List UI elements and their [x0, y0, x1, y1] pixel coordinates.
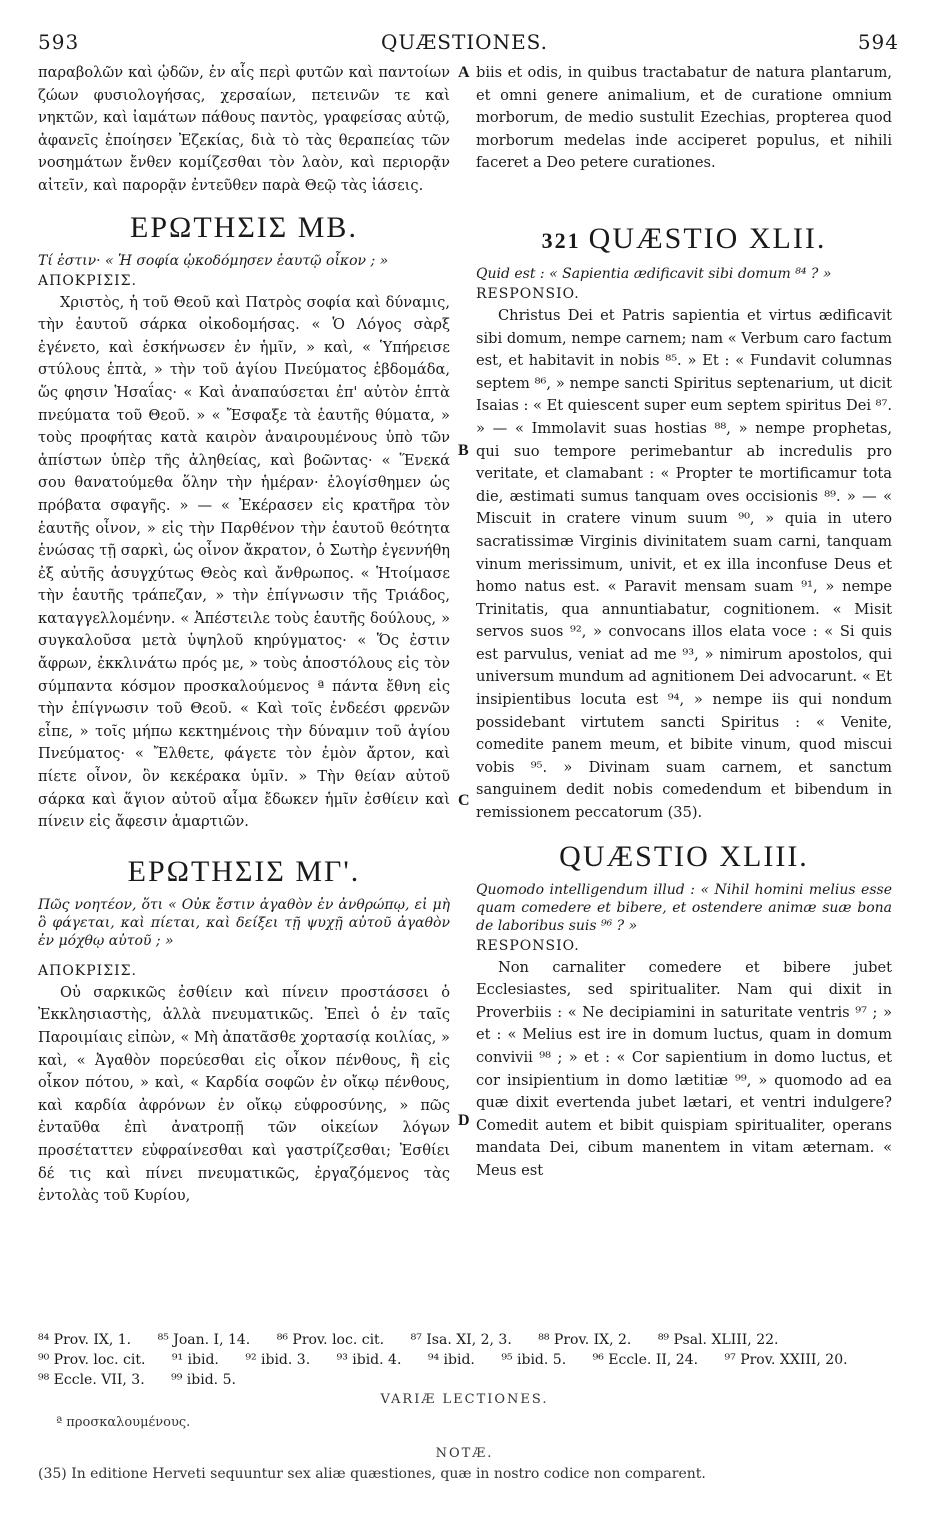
- reference: ⁸⁶ Prov. loc. cit.: [276, 1332, 385, 1348]
- latin-question-43-response-label: RESPONSIO.: [476, 937, 580, 954]
- reference: ⁸⁷ Isa. XI, 2, 3.: [410, 1332, 512, 1348]
- margin-mark-b: B: [458, 442, 469, 459]
- reference: ⁹⁵ ibid. 5.: [501, 1352, 567, 1368]
- margin-mark-d: D: [458, 1112, 470, 1129]
- page-number-right: 594: [857, 30, 899, 54]
- column-number: 321: [541, 227, 581, 253]
- latin-intro-paragraph: biis et odis, in quibus tractabatur de natura plantarum, et omni genere animalium, et de curatione omnium morborum, de medio sustulit Ezechias, propterea quod morborum medelas inde acciperet populus, et nihili faceret a Deo petere curationes.: [476, 64, 892, 172]
- greek-intro-paragraph: παραβολῶν καὶ ᾠδῶν, ἐν αἷς περὶ φυτῶν καὶ παντοίων ζώων φυσιολογήσας, χερσαίων, πετεινῶν τε καὶ νηκτῶν, καὶ ἰαμάτων πάθους παντὸς, γραφείσας αὐτῷ, ἀφανεῖς ἐποίησεν Ἐζεκίας, διὰ τὸ τὰς θεραπείας τῶν νοσημάτων ἔνθεν κομίζεσθαι τὸν λαὸν, καὶ περιορᾷν αἰτεῖν, καὶ παρορᾷν ἐντεῦθεν παρὰ Θεῷ τὰς ἰάσεις.: [38, 64, 450, 194]
- reference: ⁹³ ibid. 4.: [336, 1352, 402, 1368]
- reference: ⁹⁴ ibid.: [427, 1352, 475, 1368]
- greek-question-42-text: Τί ἐστιν· « Ἡ σοφία ᾠκοδόμησεν ἑαυτῷ οἶκον ; »: [38, 252, 389, 269]
- latin-question-42-text: Quid est : « Sapientia ædificavit sibi domum ⁸⁴ ? »: [476, 265, 832, 282]
- notae-text: (35) In editione Herveti sequuntur sex aliæ quæstiones, quæ in nostro codice non comparent.: [38, 1466, 706, 1482]
- greek-question-43-answer: Οὐ σαρκικῶς ἐσθίειν καὶ πίνειν προστάσσει ὁ Ἐκκλησιαστὴς, ἀλλὰ πνευματικῶς. Ἐπεὶ ὁ ἐν ταῖς Παροιμίαις εἰπὼν, « Μὴ ἀπατᾶσθε χορτασίᾳ κοιλίας, » καὶ, « Ἀγαθὸν πορεύεσθαι εἰς οἶκον πένθους, ἢ εἰς οἶκον πότου, » καὶ, « Καρδία σοφῶν ἐν οἴκῳ πένθους, καὶ καρδία ἀφρόνων ἐν οἴκῳ εὐφροσύνης, » πῶς ἐνταῦθα ἐπὶ ἀνατροπῇ τῶν οἰκείων λόγων προσέταττεν εὐφραίνεσθαι καὶ γαστρίζεσθαι; Ἐσθίει δέ τις καὶ πίνει πνευματικῶς, ἐργαζόμενος τὰς ἐντολὰς τοῦ Κυρίου,: [38, 983, 450, 1205]
- reference: ⁹⁶ Eccle. II, 24.: [592, 1352, 699, 1368]
- latin-question-43-text: Quomodo intelligendum illud : « Nihil homini melius esse quam comedere et bibere, et ostendere animæ suæ bona de laboribus suis ⁹⁶ ? »: [476, 881, 892, 934]
- latin-question-42-response-label: RESPONSIO.: [476, 285, 580, 302]
- margin-mark-c: C: [458, 792, 470, 809]
- notae-title: NOTÆ.: [435, 1446, 494, 1461]
- latin-column: [476, 62, 892, 1183]
- scripture-references: [38, 1330, 898, 1390]
- greek-question-42-title: ΕΡΩΤΗΣΙΣ ΜΒ.: [130, 210, 358, 244]
- reference: ⁹² ibid. 3.: [245, 1352, 311, 1368]
- reference: ⁹⁸ Eccle. VII, 3.: [38, 1372, 145, 1388]
- greek-question-42-answer: Χριστὸς, ἡ τοῦ Θεοῦ καὶ Πατρὸς σοφία καὶ δύναμις, τὴν ἑαυτοῦ σάρκα οἰκοδομήσας. « Ὁ Λόγος σὰρξ ἐγένετο, καὶ ἐσκήνωσεν ἐν ἡμῖν, » καὶ, « Ὑπήρεισε στύλους ἑπτὰ, » τὴν τοῦ ἁγίου Πνεύματος ἑβδομάδα, ὥς φησιν Ἡσαΐας· « Καὶ ἀναπαύσεται ἐπ' αὐτὸν ἑπτὰ πνεύματα τοῦ Θεοῦ. » « Ἔσφαξε τὰ ἑαυτῆς θύματα, » τοὺς προφήτας κατὰ καιρὸν ἀναιρουμένους ὑπὸ τῶν ἀπίστων ὑπὲρ τῆς ἀληθείας, καὶ βοῶντας· « Ἕνεκά σου θανατούμεθα ὅλην τὴν ἡμέραν· ἐλογίσθημεν ὡς πρόβατα σφαγῆς. » — « Ἐκέρασεν εἰς κρατῆρα τὸν ἑαυτῆς οἶνον, » εἰς τὴν Παρθένον τὴν ἑαυτοῦ θεότητα ἑνώσας τῇ σαρκὶ, ὡς οἶνον ἄκρατον, ὁ Σωτὴρ ἐγεννήθη ἐξ αὐτῆς ἀσυγχύτως Θεὸς καὶ ἄνθρωπος. « Ἡτοίμασε τὴν ἑαυτῆς τράπεζαν, » τὴν ἐπίγνωσιν τῆς Τριάδος, καταγγελλομένην. « Ἀπέστειλε τοὺς ἑαυτῆς δούλους, » συγκαλοῦσα μετὰ ὑψηλοῦ κηρύγματος· « Ὅς ἐστιν ἄφρων, ἐκκλινάτω πρός με, » τοὺς ἀποστόλους εἰς τὸν σύμπαντα κόσμον προσκαλούμενος ª πάντα ἔθνη εἰς τὴν ἐπίγνωσιν τοῦ Θεοῦ. « Καὶ τοῖς ἐνδεέσι φρενῶν εἶπε, » τοῖς μήπω κεκτημένοις τὴν δύναμιν τοῦ ἁγίου Πνεύματος· « Ἔλθετε, φάγετε τὸν ἐμὸν ἄρτον, καὶ πίετε οἶνον, ὃν κεκέρακα ὑμῖν. » Τὴν θείαν αὐτοῦ σάρκα καὶ ἅγιον αὐτοῦ αἷμα ἔδωκεν ἡμῖν ἐσθίειν καὶ πίνειν εἰς ἄφεσιν ἁμαρτιῶν.: [38, 293, 450, 831]
- latin-question-42-heading: [476, 219, 892, 261]
- references-row-2: [38, 1350, 898, 1370]
- reference: ⁸⁵ Joan. I, 14.: [157, 1332, 251, 1348]
- reference: ⁹⁹ ibid. 5.: [171, 1372, 236, 1388]
- greek-question-42-response-label: ΑΠΟΚΡΙΣΙΣ.: [38, 272, 137, 289]
- references-row-1: [38, 1330, 898, 1350]
- page-number-left: 593: [38, 30, 80, 54]
- variae-lectiones-title: VARIÆ LECTIONES.: [380, 1392, 549, 1407]
- latin-question-43-title: QUÆSTIO XLIII.: [559, 839, 809, 873]
- greek-question-43-response-label: ΑΠΟΚΡΙΣΙΣ.: [38, 962, 137, 979]
- reference: ⁸⁴ Prov. IX, 1.: [38, 1332, 132, 1348]
- references-row-3: [38, 1370, 898, 1390]
- variae-lectiones-text: ª προσκαλουμένους.: [56, 1415, 191, 1430]
- latin-question-43-answer: Non carnaliter comedere et bibere jubet Ecclesiastes, sed spiritualiter. Nam qui dixit in Proverbiis : « Ne decipiamini in saturitate ventris ⁹⁷ ; » et : « Melius est ire in domum luctus, quam in domum convivii ⁹⁸ ; » et : « Cor sapientium in domo luctus, et cor insipientium in domo lætitiæ ⁹⁹, » quomodo ad ea quæ dixit evertenda jubet lætari, et ventri indulgere? Comedit autem et bibit quispiam spiritualiter, operans mandata Dei, cibum manentem in vitam æternam. « Meus est: [476, 958, 892, 1179]
- running-header: QUÆSTIONES.: [380, 30, 549, 54]
- greek-question-43-title: ΕΡΩΤΗΣΙΣ ΜΓ'.: [127, 854, 361, 888]
- greek-column: [38, 62, 450, 1208]
- reference: ⁸⁸ Prov. IX, 2.: [538, 1332, 632, 1348]
- margin-mark-a: A: [458, 64, 470, 81]
- reference: ⁹⁷ Prov. XXIII, 20.: [724, 1352, 848, 1368]
- latin-question-42-title: QUÆSTIO XLII.: [588, 221, 827, 255]
- latin-question-42-answer: Christus Dei et Patris sapientia et virtus ædificavit sibi domum, nempe carnem; nam « Verbum caro factum est, et habitavit in nobis ⁸⁵. » Et : « Fundavit columnas septem ⁸⁶, » nempe sancti Spiritus septenarium, ut dicit Isaias : « Et quiescent super eum septem spiritus Dei ⁸⁷. » — « Immolavit suas hostias ⁸⁸, » nempe prophetas, qui suo tempore perimebantur ab incredulis pro veritate, et clamabant : « Propter te mortificamur tota die, æstimati sumus tanquam oves occisionis ⁸⁹. » — « Miscuit in cratere vinum suum ⁹⁰, » quia in utero sacratissimæ Virginis divinitatem suam carni, tanquam vinum merissimum, univit, et ex illa inconfuse Deus et homo natus est. « Paravit mensam suam ⁹¹, » nempe Trinitatis, qua annuntiabatur, cognitionem. « Misit servos suos ⁹², » convocans illos elata voce : « Si quis est parvulus, veniat ad me ⁹³, » nimirum apostolos, qui universum mundum ad agnitionem Dei advocarunt. « Et insipientibus locuta est ⁹⁴, » nempe iis qui nondum possidebant virtutem sancti Spiritus : « Venite, comedite panem meum, et bibite vinum, quod miscui vobis ⁹⁵. » Divinam suam carnem, et sanctum sanguinem dedit nobis comedendum et bibendum in remissionem peccatorum (35).: [476, 306, 892, 822]
- reference: ⁹¹ ibid.: [171, 1352, 219, 1368]
- reference: ⁸⁹ Psal. XLIII, 22.: [657, 1332, 779, 1348]
- greek-question-43-text: Πῶς νοητέον, ὅτι « Οὐκ ἔστιν ἀγαθὸν ἐν ἀνθρώπῳ, εἰ μὴ ὃ φάγεται, καὶ πίεται, καὶ δείξει τῇ ψυχῇ αὐτοῦ ἀγαθὸν ἐν μόχθῳ αὐτοῦ ; »: [38, 896, 450, 949]
- reference: ⁹⁰ Prov. loc. cit.: [38, 1352, 146, 1368]
